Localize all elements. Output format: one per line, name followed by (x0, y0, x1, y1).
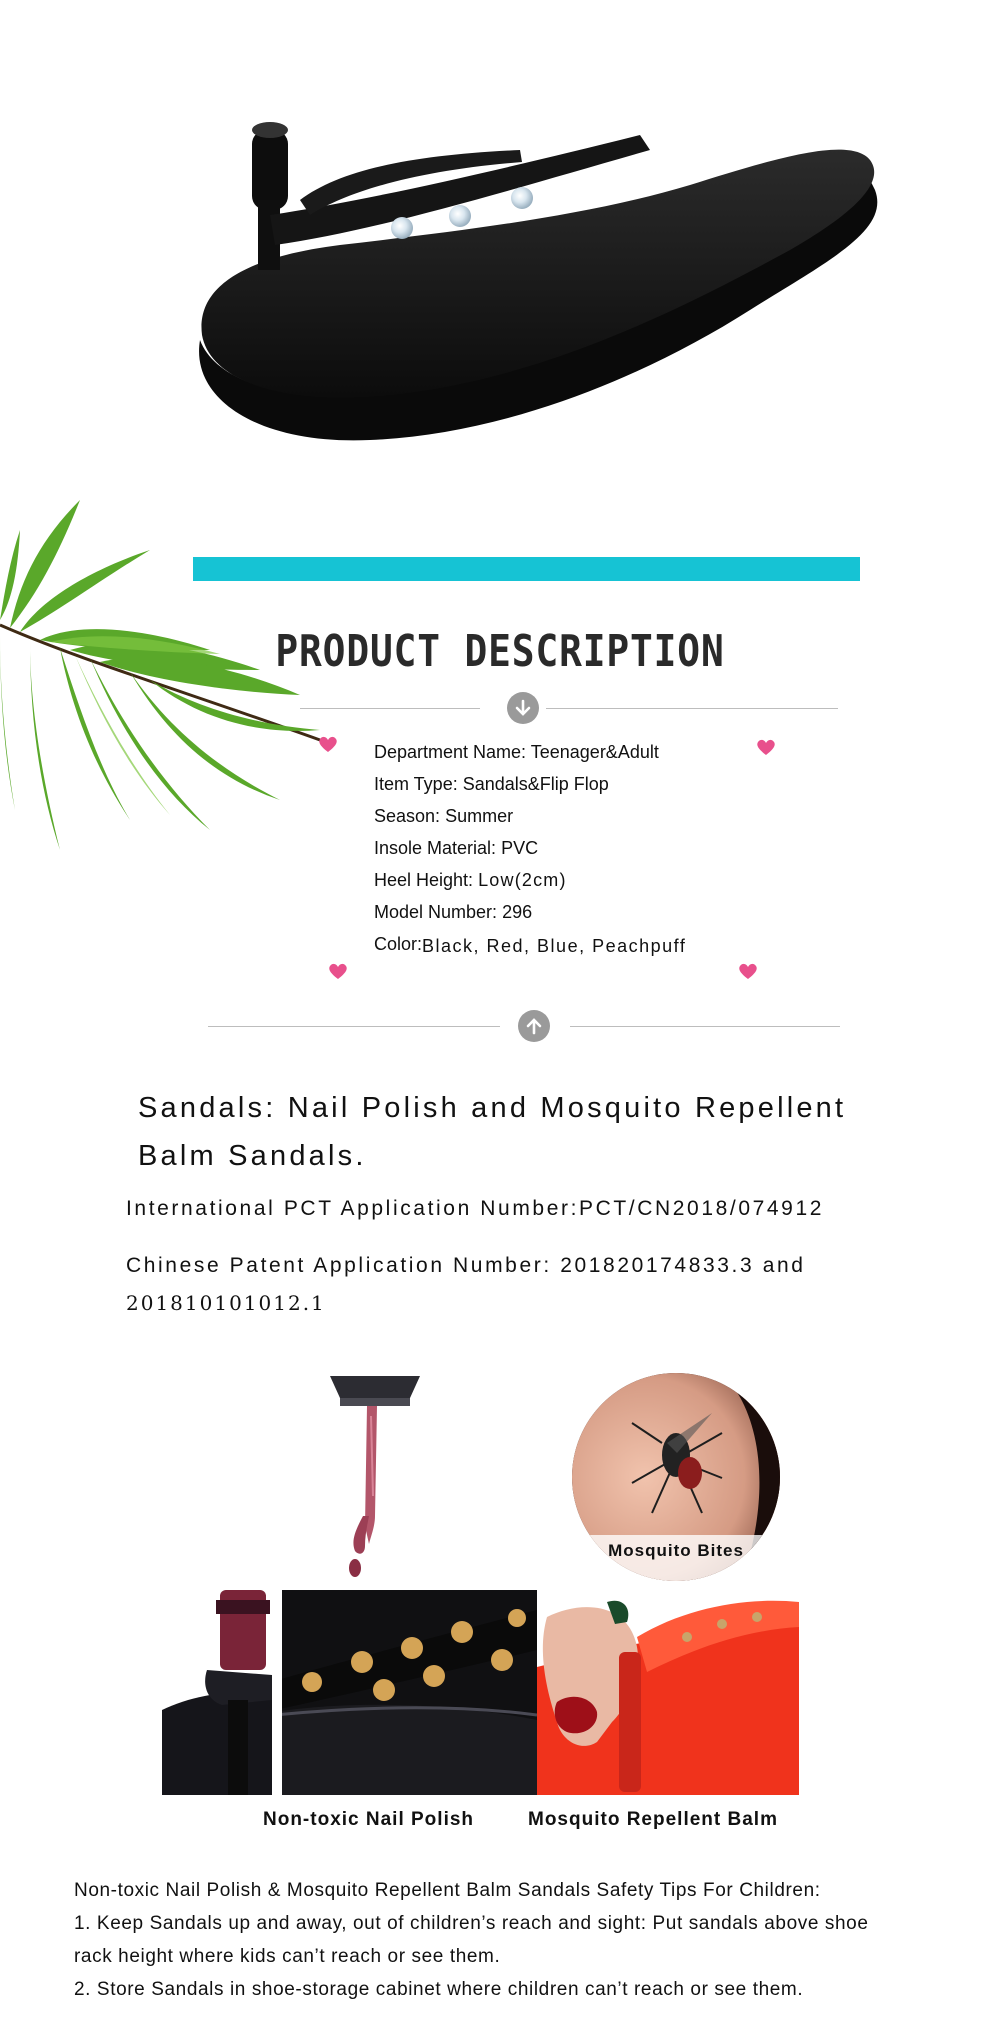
chinese-patent-number: Chinese Patent Application Number: 201820174833.3 and (126, 1254, 806, 1277)
caption-nail-polish: Non-toxic Nail Polish (263, 1809, 475, 1830)
heart-icon (738, 962, 758, 980)
mosquito-balm-sandal-image (537, 1592, 799, 1795)
mosquito-bites-label: Mosquito Bites (608, 1541, 744, 1560)
headline-line-1: Sandals: Nail Polish and Mosquito Repellent (138, 1092, 847, 1124)
spec-department: Department Name: Teenager&Adult (374, 742, 659, 762)
safety-tip-1-cont: rack height where kids can’t reach or see them. (74, 1946, 501, 1967)
section-title: PRODUCT DESCRIPTION (275, 626, 725, 677)
heart-icon (318, 735, 338, 753)
chinese-patent-number-cont: 201810101012.1 (126, 1291, 326, 1315)
arrow-up-icon (518, 1010, 550, 1042)
caption-repellent-balm: Mosquito Repellent Balm (528, 1809, 778, 1830)
mosquito-bites-image (572, 1373, 780, 1581)
nail-polish-sandal-image (162, 1590, 537, 1795)
safety-heading: Non-toxic Nail Polish & Mosquito Repellent Balm Sandals Safety Tips For Children: (74, 1880, 821, 1901)
spec-heel-height: Heel Height: Low(2cm) (374, 870, 567, 890)
spec-season: Season: Summer (374, 806, 514, 826)
heart-icon (328, 962, 348, 980)
divider-line (208, 1026, 500, 1027)
heart-icon (756, 738, 776, 756)
safety-tip-2: 2. Store Sandals in shoe-storage cabinet where children can’t reach or see them. (74, 1979, 804, 2000)
nail-polish-brush-image (285, 1376, 445, 1586)
spec-insole: Insole Material: PVC (374, 838, 539, 858)
spec-color: Color:Black, Red, Blue, Peachpuff (374, 934, 687, 956)
spec-item-type: Item Type: Sandals&Flip Flop (374, 774, 609, 794)
divider-line (570, 1026, 840, 1027)
safety-tip-1: 1. Keep Sandals up and away, out of children’s reach and sight: Put sandals above shoe (74, 1913, 869, 1934)
sandal-hero-image (170, 80, 900, 480)
spec-model-number: Model Number: 296 (374, 902, 533, 922)
divider-line (546, 708, 838, 709)
accent-bar (193, 557, 860, 581)
arrow-down-icon (507, 692, 539, 724)
divider-line (300, 708, 480, 709)
palm-leaf-decoration (0, 470, 330, 890)
pct-number: International PCT Application Number:PCT/CN2018/074912 (126, 1197, 824, 1220)
headline-line-2: Balm Sandals. (138, 1140, 367, 1172)
